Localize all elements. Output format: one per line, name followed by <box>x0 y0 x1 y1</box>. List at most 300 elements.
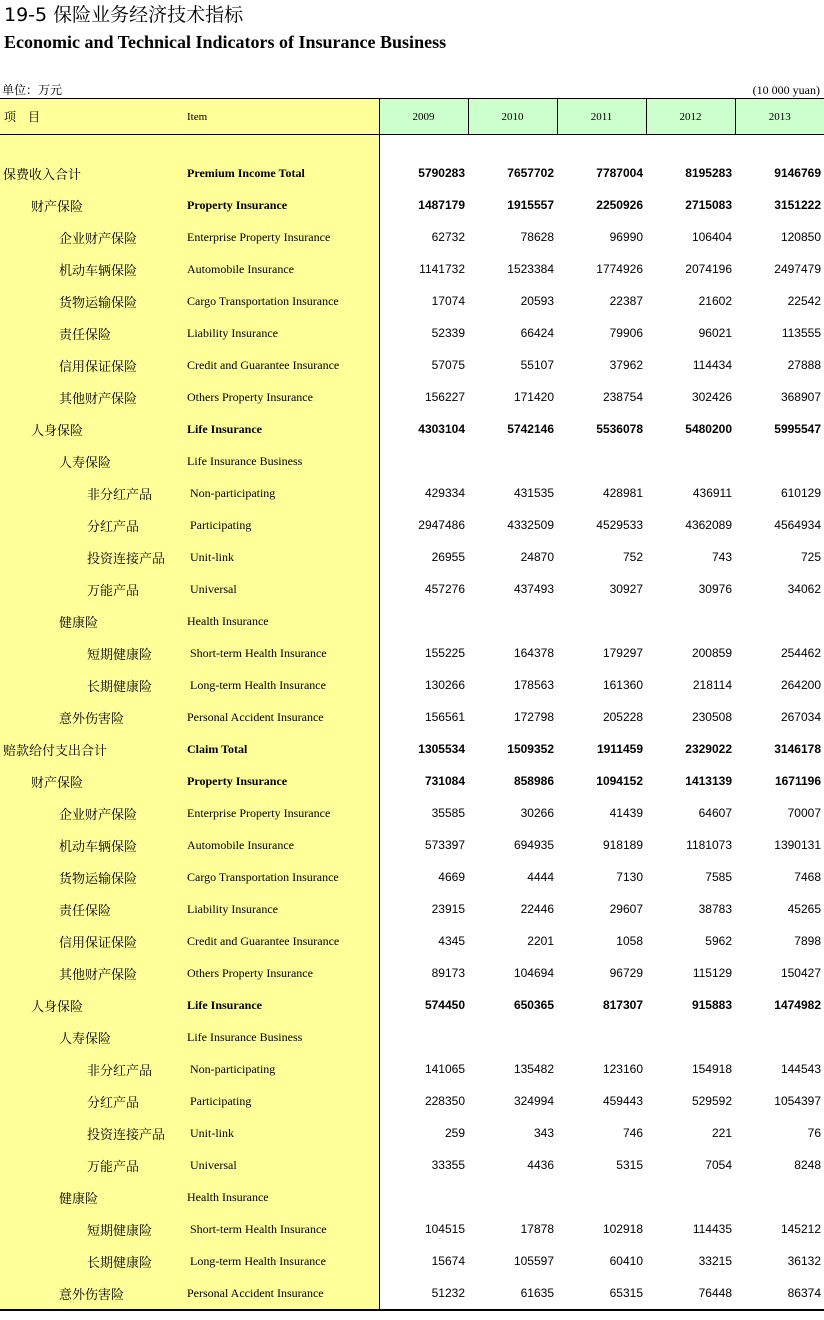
row-label-english: Short-term Health Insurance <box>182 637 379 669</box>
value-cell-2011: 60410 <box>609 1254 643 1268</box>
value-cell-2011: 22387 <box>609 294 643 308</box>
value-cell-2013: 9146769 <box>774 166 821 180</box>
value-cell-2012: 33215 <box>698 1254 732 1268</box>
value-cell-2010: 1509352 <box>507 742 554 756</box>
value-cell-2012 <box>646 605 735 637</box>
value-cell-2009: 457276 <box>424 582 465 596</box>
value-cell-2009: 17074 <box>431 294 465 308</box>
value-cell-2013: 610129 <box>780 486 821 500</box>
value-cell-2009: 15674 <box>431 1254 465 1268</box>
unit-label-english: (10 000 yuan) <box>752 83 820 97</box>
row-label-chinese: 万能产品 <box>0 1149 182 1181</box>
value-cell-2009: 156561 <box>424 710 465 724</box>
value-cell-2013: 145212 <box>780 1222 821 1236</box>
row-label-english: Others Property Insurance <box>182 957 379 989</box>
value-cell-2013: 36132 <box>787 1254 821 1268</box>
value-cell-2011: 918189 <box>602 838 643 852</box>
table-row <box>0 573 824 605</box>
value-cell-2010: 437493 <box>513 582 554 596</box>
row-label-english: Participating <box>182 1085 379 1117</box>
value-cell-2013: 254462 <box>780 646 821 660</box>
value-cell-2012: 106404 <box>691 230 732 244</box>
value-cell-2013: 4564934 <box>774 518 821 532</box>
value-cell-2013: 7468 <box>794 870 821 884</box>
table-row <box>0 1117 824 1149</box>
value-cell-2010: 431535 <box>513 486 554 500</box>
table-row <box>0 189 824 221</box>
table-row <box>0 989 824 1021</box>
header-year: 2009 <box>379 99 468 135</box>
value-cell-2010: 858986 <box>513 774 554 788</box>
value-cell-2012: 114435 <box>692 1222 732 1236</box>
row-label-chinese: 赔款给付支出合计 <box>0 733 182 765</box>
value-cell-2012: 154918 <box>691 1062 732 1076</box>
row-label-english: Universal <box>182 1149 379 1181</box>
value-cell-2013: 45265 <box>787 902 821 916</box>
row-label-chinese: 财产保险 <box>0 765 182 797</box>
value-cell-2010: 17878 <box>520 1222 554 1236</box>
value-cell-2009 <box>379 605 468 637</box>
row-label-chinese: 意外伤害险 <box>0 701 182 733</box>
table-spacer-row <box>0 135 824 158</box>
row-label-english: Non-participating <box>182 477 379 509</box>
row-label-chinese: 其他财产保险 <box>0 381 182 413</box>
value-cell-2010: 20593 <box>520 294 554 308</box>
row-label-english: Long-term Health Insurance <box>182 1245 379 1277</box>
row-label-chinese: 投资连接产品 <box>0 1117 182 1149</box>
value-cell-2009: 35585 <box>431 806 465 820</box>
row-label-english: Health Insurance <box>182 1181 379 1213</box>
header-year: 2012 <box>646 99 735 135</box>
table-row <box>0 829 824 861</box>
page-title-english: Economic and Technical Indicators of Insurance Business <box>4 32 447 52</box>
value-cell-2009: 429334 <box>424 486 465 500</box>
value-cell-2009: 574450 <box>424 998 465 1012</box>
table-row <box>0 317 824 349</box>
value-cell-2011: 29607 <box>609 902 643 916</box>
value-cell-2011: 7787004 <box>596 166 643 180</box>
header-item-chinese: 项 目 <box>0 99 182 135</box>
table-row <box>0 1053 824 1085</box>
row-label-english: Enterprise Property Insurance <box>182 797 379 829</box>
value-cell-2012: 114434 <box>692 358 732 372</box>
row-label-chinese: 企业财产保险 <box>0 221 182 253</box>
value-cell-2009 <box>379 1021 468 1053</box>
value-cell-2012: 2074196 <box>685 262 732 276</box>
value-cell-2010: 343 <box>533 1126 554 1140</box>
value-cell-2010: 694935 <box>513 838 554 852</box>
value-cell-2011 <box>557 605 646 637</box>
row-label-english: Liability Insurance <box>182 893 379 925</box>
value-cell-2013: 3146178 <box>774 742 821 756</box>
table-row <box>0 701 824 733</box>
value-cell-2009: 4669 <box>438 870 465 884</box>
value-cell-2010 <box>468 1021 557 1053</box>
table-row <box>0 957 824 989</box>
row-label-chinese: 万能产品 <box>0 573 182 605</box>
row-label-chinese: 人身保险 <box>0 413 182 445</box>
row-label-english: Participating <box>182 509 379 541</box>
value-cell-2010: 4332509 <box>507 518 554 532</box>
value-cell-2009: 57075 <box>431 358 465 372</box>
value-cell-2012: 38783 <box>698 902 732 916</box>
value-cell-2009: 1487179 <box>418 198 465 212</box>
row-label-chinese: 信用保证保险 <box>0 925 182 957</box>
value-cell-2013 <box>735 1181 824 1213</box>
value-cell-2009: 1305534 <box>418 742 465 756</box>
row-label-chinese: 责任保险 <box>0 893 182 925</box>
table-row <box>0 861 824 893</box>
value-cell-2013: 7898 <box>794 934 821 948</box>
insurance-indicators-table <box>0 98 824 1311</box>
row-label-english: Long-term Health Insurance <box>182 669 379 701</box>
row-label-chinese: 健康险 <box>0 1181 182 1213</box>
row-label-english: Life Insurance Business <box>182 1021 379 1053</box>
value-cell-2009: 5790283 <box>418 166 465 180</box>
value-cell-2011: 1094152 <box>596 774 643 788</box>
value-cell-2010: 5742146 <box>507 422 554 436</box>
value-cell-2012: 1181073 <box>686 838 732 852</box>
row-label-english: Personal Accident Insurance <box>182 1277 379 1310</box>
row-label-english: Life Insurance <box>182 413 379 445</box>
page-title-chinese: 19-5 保险业务经济技术指标 <box>4 4 244 26</box>
table-row <box>0 733 824 765</box>
value-cell-2012: 218114 <box>692 678 732 692</box>
row-label-chinese: 人身保险 <box>0 989 182 1021</box>
table-row <box>0 349 824 381</box>
value-cell-2013: 1054397 <box>774 1094 821 1108</box>
value-cell-2009: 259 <box>444 1126 465 1140</box>
value-cell-2009: 4303104 <box>418 422 465 436</box>
value-cell-2012: 115129 <box>692 966 732 980</box>
value-cell-2013: 22542 <box>787 294 821 308</box>
value-cell-2011: 123160 <box>602 1062 643 1076</box>
table-row <box>0 509 824 541</box>
value-cell-2010: 171420 <box>513 390 554 404</box>
value-cell-2011: 1058 <box>616 934 643 948</box>
table-row <box>0 253 824 285</box>
value-cell-2010: 22446 <box>520 902 554 916</box>
value-cell-2013: 1474982 <box>774 998 821 1012</box>
value-cell-2013: 1671196 <box>774 774 821 788</box>
value-cell-2009: 4345 <box>438 934 465 948</box>
value-cell-2011: 102918 <box>602 1222 643 1236</box>
value-cell-2009: 33355 <box>431 1158 465 1172</box>
row-label-chinese: 货物运输保险 <box>0 861 182 893</box>
table-row <box>0 669 824 701</box>
value-cell-2013: 34062 <box>787 582 821 596</box>
row-label-chinese: 分红产品 <box>0 1085 182 1117</box>
value-cell-2013: 86374 <box>787 1286 821 1300</box>
unit-label-chinese: 单位：万元 <box>2 83 63 97</box>
row-label-chinese: 短期健康险 <box>0 1213 182 1245</box>
value-cell-2011: 238754 <box>602 390 643 404</box>
value-cell-2013: 150427 <box>780 966 821 980</box>
value-cell-2009: 141065 <box>424 1062 465 1076</box>
value-cell-2010: 135482 <box>513 1062 554 1076</box>
value-cell-2013: 368907 <box>780 390 821 404</box>
row-label-chinese: 责任保险 <box>0 317 182 349</box>
value-cell-2012: 2329022 <box>685 742 732 756</box>
row-label-chinese: 企业财产保险 <box>0 797 182 829</box>
value-cell-2011: 5536078 <box>596 422 643 436</box>
header-item-english: Item <box>182 99 379 135</box>
row-label-chinese: 财产保险 <box>0 189 182 221</box>
row-label-english: Liability Insurance <box>182 317 379 349</box>
value-cell-2012: 915883 <box>691 998 732 1012</box>
value-cell-2012: 436911 <box>692 486 732 500</box>
value-cell-2012: 8195283 <box>685 166 732 180</box>
value-cell-2012 <box>646 1181 735 1213</box>
value-cell-2010: 650365 <box>513 998 554 1012</box>
header-year: 2011 <box>557 99 646 135</box>
row-label-english: Claim Total <box>182 733 379 765</box>
value-cell-2012: 200859 <box>691 646 732 660</box>
value-cell-2010: 55107 <box>520 358 554 372</box>
value-cell-2011: 746 <box>622 1126 643 1140</box>
row-label-english: Property Insurance <box>182 765 379 797</box>
value-cell-2012: 221 <box>711 1126 732 1140</box>
header-year: 2013 <box>735 99 824 135</box>
value-cell-2011: 79906 <box>609 326 643 340</box>
value-cell-2011: 459443 <box>602 1094 643 1108</box>
row-label-english: Automobile Insurance <box>182 829 379 861</box>
value-cell-2010: 178563 <box>513 678 554 692</box>
value-cell-2012: 7585 <box>705 870 732 884</box>
table-row <box>0 893 824 925</box>
row-label-chinese: 信用保证保险 <box>0 349 182 381</box>
value-cell-2011: 4529533 <box>596 518 643 532</box>
row-label-chinese: 长期健康险 <box>0 669 182 701</box>
row-label-chinese: 人寿保险 <box>0 1021 182 1053</box>
table-row <box>0 413 824 445</box>
row-label-english: Universal <box>182 573 379 605</box>
row-label-english: Non-participating <box>182 1053 379 1085</box>
value-cell-2011: 41439 <box>609 806 643 820</box>
value-cell-2010: 172798 <box>513 710 554 724</box>
row-label-english: Credit and Guarantee Insurance <box>182 925 379 957</box>
value-cell-2010: 30266 <box>520 806 554 820</box>
table-row <box>0 1277 824 1310</box>
table-row <box>0 605 824 637</box>
value-cell-2009: 2947486 <box>418 518 465 532</box>
value-cell-2010: 105597 <box>513 1254 554 1268</box>
value-cell-2010: 164378 <box>513 646 554 660</box>
value-cell-2010 <box>468 445 557 477</box>
value-cell-2013: 70007 <box>787 806 821 820</box>
row-label-english: Unit-link <box>182 1117 379 1149</box>
value-cell-2009: 23915 <box>431 902 465 916</box>
value-cell-2011: 179297 <box>602 646 643 660</box>
row-label-english: Others Property Insurance <box>182 381 379 413</box>
value-cell-2011: 30927 <box>609 582 643 596</box>
row-label-english: Credit and Guarantee Insurance <box>182 349 379 381</box>
value-cell-2013: 2497479 <box>774 262 821 276</box>
row-label-chinese: 非分红产品 <box>0 477 182 509</box>
row-label-english: Automobile Insurance <box>182 253 379 285</box>
value-cell-2011: 161360 <box>602 678 643 692</box>
value-cell-2009: 62732 <box>431 230 465 244</box>
row-label-english: Enterprise Property Insurance <box>182 221 379 253</box>
table-header-row <box>0 99 824 135</box>
value-cell-2012: 30976 <box>698 582 732 596</box>
value-cell-2013: 27888 <box>787 358 821 372</box>
value-cell-2013: 8248 <box>794 1158 821 1172</box>
value-cell-2011 <box>557 1021 646 1053</box>
value-cell-2009 <box>379 445 468 477</box>
row-label-english: Health Insurance <box>182 605 379 637</box>
value-cell-2009: 89173 <box>431 966 465 980</box>
row-label-chinese: 长期健康险 <box>0 1245 182 1277</box>
value-cell-2013: 3151222 <box>774 198 821 212</box>
value-cell-2012: 76448 <box>698 1286 732 1300</box>
value-cell-2010: 4444 <box>527 870 554 884</box>
value-cell-2013: 725 <box>800 550 821 564</box>
row-label-chinese: 分红产品 <box>0 509 182 541</box>
value-cell-2011: 205228 <box>602 710 643 724</box>
value-cell-2013: 267034 <box>780 710 821 724</box>
value-cell-2010: 2201 <box>527 934 554 948</box>
value-cell-2010: 4436 <box>527 1158 554 1172</box>
table-row <box>0 1245 824 1277</box>
row-label-english: Property Insurance <box>182 189 379 221</box>
value-cell-2010: 7657702 <box>507 166 554 180</box>
table-row <box>0 797 824 829</box>
row-label-english: Personal Accident Insurance <box>182 701 379 733</box>
value-cell-2012: 5962 <box>705 934 732 948</box>
table-row <box>0 637 824 669</box>
value-cell-2011: 7130 <box>616 870 643 884</box>
value-cell-2011: 96729 <box>609 966 643 980</box>
value-cell-2010: 66424 <box>520 326 554 340</box>
value-cell-2012: 1413139 <box>685 774 732 788</box>
value-cell-2013: 76 <box>807 1126 821 1140</box>
value-cell-2012: 302426 <box>691 390 732 404</box>
value-cell-2009: 1141732 <box>419 262 465 276</box>
table-row <box>0 765 824 797</box>
value-cell-2012: 7054 <box>705 1158 732 1172</box>
row-label-chinese: 机动车辆保险 <box>0 829 182 861</box>
value-cell-2011: 65315 <box>609 1286 643 1300</box>
row-label-chinese: 健康险 <box>0 605 182 637</box>
row-label-english: Short-term Health Insurance <box>182 1213 379 1245</box>
value-cell-2010 <box>468 1181 557 1213</box>
row-label-english: Unit-link <box>182 541 379 573</box>
value-cell-2012 <box>646 445 735 477</box>
value-cell-2013: 120850 <box>780 230 821 244</box>
value-cell-2011: 1774926 <box>596 262 643 276</box>
row-label-english: Cargo Transportation Insurance <box>182 861 379 893</box>
value-cell-2011: 2250926 <box>596 198 643 212</box>
row-label-chinese: 短期健康险 <box>0 637 182 669</box>
value-cell-2013: 113555 <box>781 326 821 340</box>
value-cell-2011: 5315 <box>616 1158 643 1172</box>
table-body <box>0 135 824 1311</box>
value-cell-2011: 96990 <box>609 230 643 244</box>
row-label-english: Life Insurance <box>182 989 379 1021</box>
row-label-chinese: 人寿保险 <box>0 445 182 477</box>
value-cell-2013: 1390131 <box>774 838 821 852</box>
value-cell-2012: 21602 <box>698 294 732 308</box>
header-year: 2010 <box>468 99 557 135</box>
table-row <box>0 541 824 573</box>
table-row <box>0 1149 824 1181</box>
value-cell-2009: 51232 <box>431 1286 465 1300</box>
value-cell-2012 <box>646 1021 735 1053</box>
value-cell-2011: 37962 <box>609 358 643 372</box>
value-cell-2013 <box>735 445 824 477</box>
value-cell-2012: 230508 <box>691 710 732 724</box>
value-cell-2012: 2715083 <box>685 198 732 212</box>
value-cell-2012: 4362089 <box>685 518 732 532</box>
value-cell-2009: 52339 <box>431 326 465 340</box>
value-cell-2010: 24870 <box>520 550 554 564</box>
value-cell-2011: 817307 <box>602 998 643 1012</box>
value-cell-2011: 752 <box>622 550 643 564</box>
value-cell-2013: 5995547 <box>774 422 821 436</box>
row-label-chinese: 意外伤害险 <box>0 1277 182 1310</box>
row-label-chinese: 机动车辆保险 <box>0 253 182 285</box>
value-cell-2013: 264200 <box>780 678 821 692</box>
value-cell-2009: 130266 <box>424 678 465 692</box>
table-row <box>0 157 824 189</box>
value-cell-2011: 428981 <box>602 486 643 500</box>
row-label-chinese: 货物运输保险 <box>0 285 182 317</box>
value-cell-2010: 61635 <box>520 1286 554 1300</box>
row-label-english: Life Insurance Business <box>182 445 379 477</box>
table-row <box>0 381 824 413</box>
row-label-chinese: 非分红产品 <box>0 1053 182 1085</box>
table-row <box>0 285 824 317</box>
value-cell-2009: 26955 <box>431 550 465 564</box>
value-cell-2010: 1915557 <box>507 198 554 212</box>
row-label-chinese: 保费收入合计 <box>0 157 182 189</box>
value-cell-2010: 78628 <box>520 230 554 244</box>
value-cell-2009 <box>379 1181 468 1213</box>
value-cell-2009: 156227 <box>424 390 465 404</box>
value-cell-2010 <box>468 605 557 637</box>
value-cell-2009: 731084 <box>424 774 465 788</box>
value-cell-2010: 324994 <box>513 1094 554 1108</box>
value-cell-2012: 529592 <box>691 1094 732 1108</box>
value-cell-2012: 96021 <box>698 326 732 340</box>
row-label-chinese: 其他财产保险 <box>0 957 182 989</box>
table-row <box>0 445 824 477</box>
table-row <box>0 1181 824 1213</box>
value-cell-2012: 743 <box>711 550 732 564</box>
row-label-english: Cargo Transportation Insurance <box>182 285 379 317</box>
value-cell-2011: 1911459 <box>596 742 643 756</box>
value-cell-2009: 104515 <box>424 1222 465 1236</box>
value-cell-2010: 104694 <box>513 966 554 980</box>
value-cell-2012: 5480200 <box>685 422 732 436</box>
table-row <box>0 1213 824 1245</box>
value-cell-2009: 155225 <box>424 646 465 660</box>
value-cell-2009: 228350 <box>424 1094 465 1108</box>
value-cell-2011 <box>557 445 646 477</box>
row-label-english: Premium Income Total <box>182 157 379 189</box>
value-cell-2009: 573397 <box>424 838 465 852</box>
value-cell-2013: 144543 <box>780 1062 821 1076</box>
value-cell-2010: 1523384 <box>507 262 554 276</box>
value-cell-2013 <box>735 1021 824 1053</box>
table-row <box>0 221 824 253</box>
value-cell-2012: 64607 <box>698 806 732 820</box>
table-row <box>0 1021 824 1053</box>
table-row <box>0 1085 824 1117</box>
table-row <box>0 925 824 957</box>
value-cell-2011 <box>557 1181 646 1213</box>
